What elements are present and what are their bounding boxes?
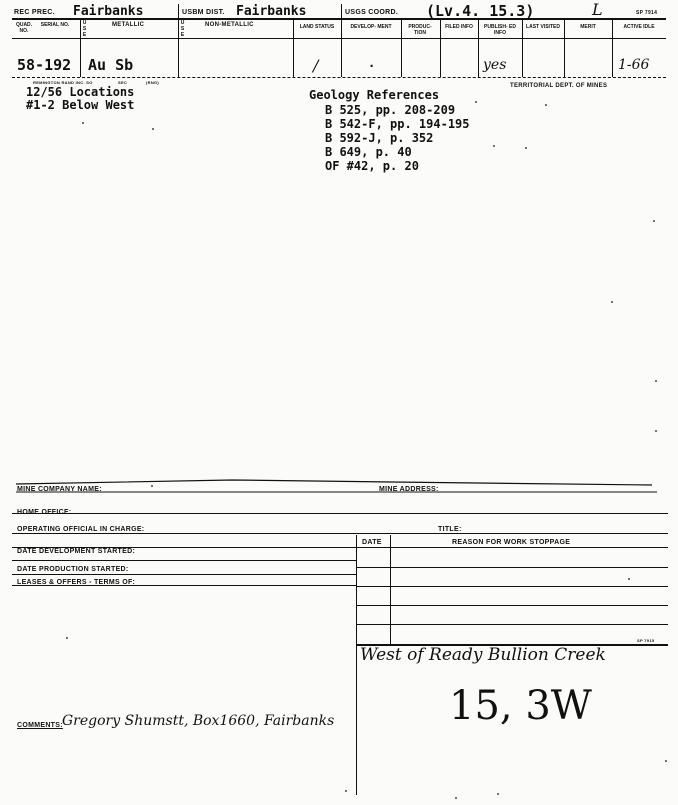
sec-label: SEC bbox=[118, 80, 128, 85]
rec-prec-value: Fairbanks bbox=[73, 4, 144, 19]
geology-reference: OF #42, p. 20 bbox=[325, 159, 419, 173]
ruled-lines bbox=[12, 472, 668, 496]
serial-number: 58-192 bbox=[17, 56, 72, 74]
published-value: yes bbox=[483, 57, 507, 73]
quad-no-header: QUAD. NO. bbox=[15, 22, 33, 34]
non-metallic-header: NON-METALLIC bbox=[205, 22, 254, 28]
active-value: 1-66 bbox=[618, 57, 650, 73]
locations-line-1: 12/56 Locations bbox=[26, 85, 135, 99]
date-column-label: DATE bbox=[362, 539, 382, 546]
production-header: PRODUC- TION bbox=[408, 24, 432, 36]
us-nonmetallic-header: U S E bbox=[180, 20, 185, 38]
development-value: . bbox=[368, 56, 376, 70]
metallic-commodities: Au Sb bbox=[88, 56, 134, 74]
locations-line-2: #1-2 Below West bbox=[26, 98, 135, 112]
handwritten-township-range: 15, 3W bbox=[449, 683, 592, 729]
geology-reference: B 649, p. 40 bbox=[325, 145, 412, 159]
last-visited-header: LAST VISITED bbox=[526, 24, 560, 30]
date-development-label: DATE DEVELOPMENT STARTED: bbox=[17, 548, 136, 555]
mine-company-label: MINE COMPANY NAME: bbox=[17, 486, 102, 493]
home-office-label: HOME OFFICE: bbox=[17, 509, 72, 516]
rec-prec-label: REC PREC. bbox=[14, 9, 55, 16]
merit-header: MERIT bbox=[580, 24, 596, 30]
published-info-header: PUBLISH- ED INFO bbox=[484, 24, 516, 36]
printer-mark: REMINGTON RAND INC. SO bbox=[33, 80, 93, 85]
reason-column-label: REASON FOR WORK STOPPAGE bbox=[452, 539, 571, 546]
operating-official-label: OPERATING OFFICIAL IN CHARGE: bbox=[17, 526, 145, 533]
development-header: DEVELOP- MENT bbox=[350, 24, 392, 30]
title-label: TITLE: bbox=[438, 526, 462, 533]
active-idle-header: ACTIVE IDLE bbox=[623, 24, 655, 30]
usgs-coord-value: (Lv.4. 15.3) bbox=[426, 2, 535, 20]
comments-value: Gregory Shumstt, Box1660, Fairbanks bbox=[62, 713, 335, 729]
metallic-header: METALLIC bbox=[112, 22, 145, 28]
leases-label: LEASES & OFFERS - TERMS OF: bbox=[17, 579, 136, 586]
usgs-coord-label: USGS COORD. bbox=[345, 9, 399, 16]
geology-reference: B 542-F, pp. 194-195 bbox=[325, 117, 470, 131]
usbm-dist-value: Fairbanks bbox=[236, 4, 307, 19]
form-number: SP 7914 bbox=[636, 10, 658, 16]
land-status-header: LAND STATUS bbox=[299, 24, 335, 30]
geology-reference: B 525, pp. 208-209 bbox=[325, 103, 456, 117]
usbm-dist-label: USBM DIST. bbox=[182, 9, 225, 16]
land-status-value: / bbox=[313, 56, 319, 75]
date-production-label: DATE PRODUCTION STARTED: bbox=[17, 566, 129, 573]
territorial-dept-label: TERRITORIAL DEPT. OF MINES bbox=[510, 83, 608, 89]
comments-label: COMMENTS: bbox=[17, 722, 63, 729]
us-metallic-header: U S E bbox=[82, 20, 87, 38]
serial-no-header: SERIAL NO. bbox=[40, 22, 70, 28]
rng-label: (RNG) bbox=[146, 80, 160, 85]
geology-references-title: Geology References bbox=[309, 88, 440, 102]
mine-address-label: MINE ADDRESS: bbox=[379, 486, 439, 493]
form-number-2: SP 7915 bbox=[637, 638, 655, 643]
handwritten-location-note: West of Ready Bullion Creek bbox=[360, 645, 606, 665]
filed-info-header: FILED INFO bbox=[445, 24, 473, 30]
corner-mark: L bbox=[592, 0, 603, 19]
geology-reference: B 592-J, p. 352 bbox=[325, 131, 434, 145]
